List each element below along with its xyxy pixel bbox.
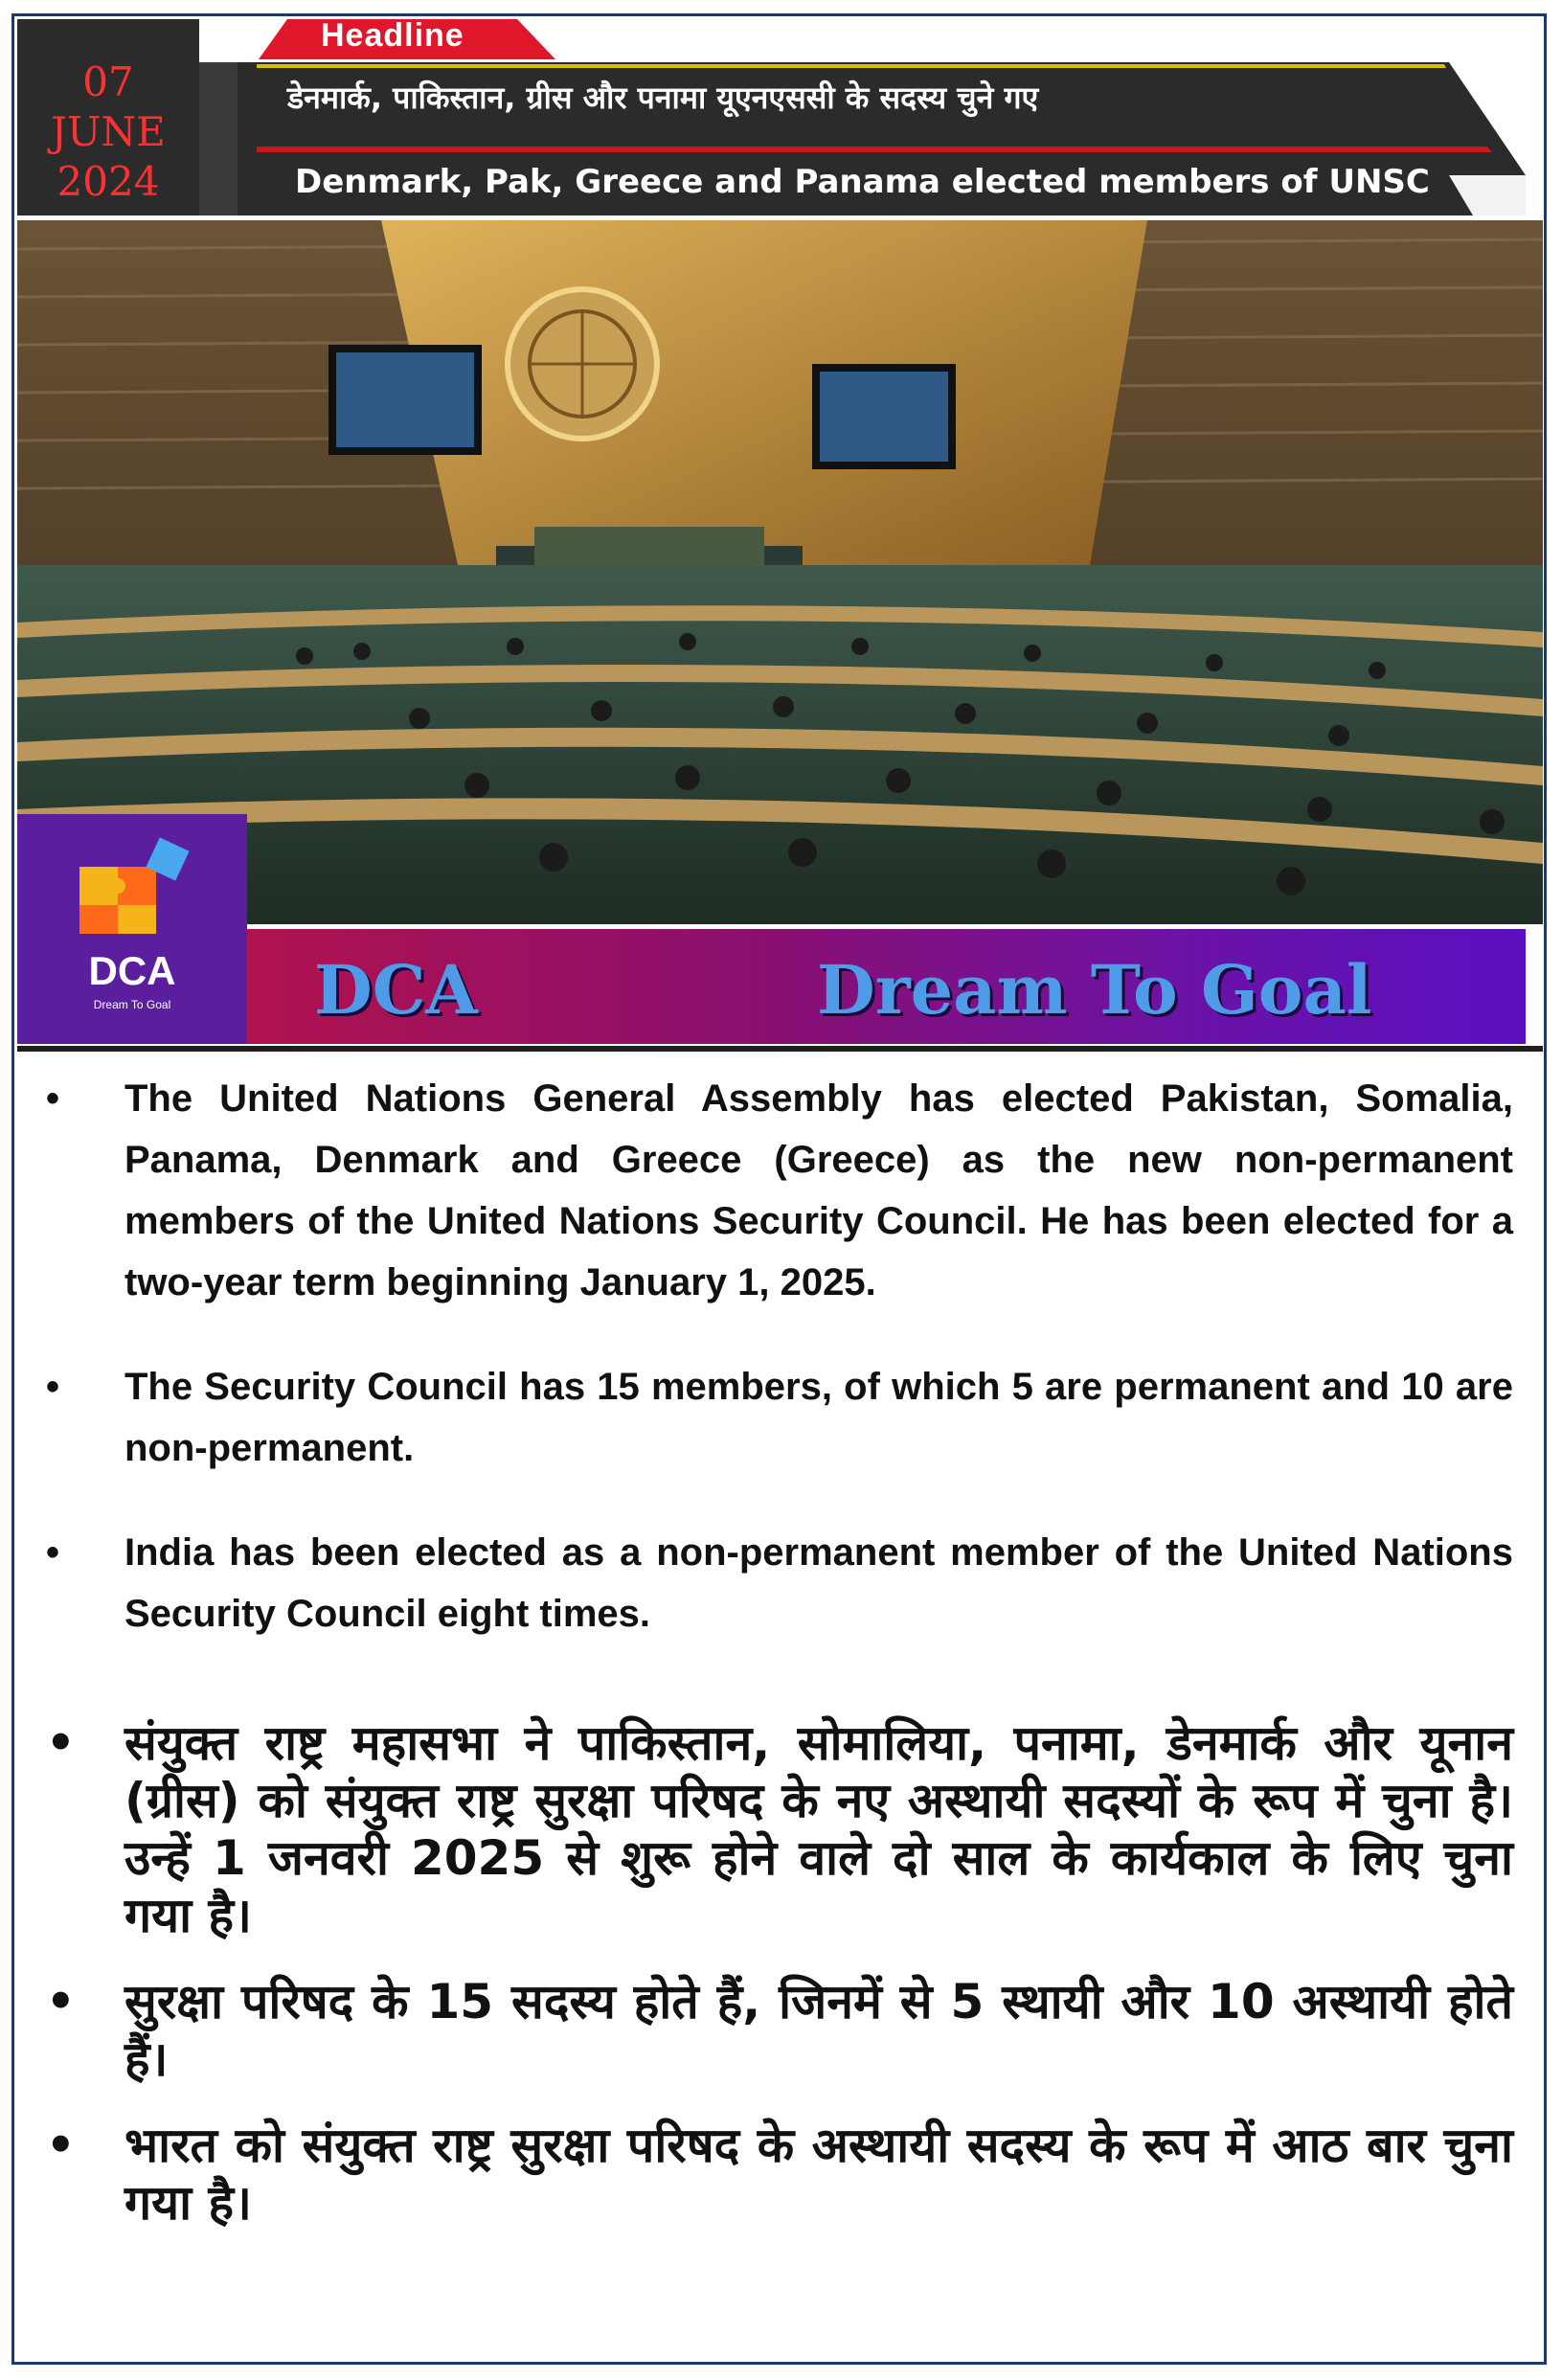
date-month: JUNE	[51, 108, 166, 155]
list-item: • India has been elected as a non-permanent member of the United Nations Security Council eight times.	[38, 1522, 1513, 1644]
english-points	[38, 1068, 1513, 1688]
brand-name: DCA	[314, 950, 478, 1030]
date-stamp	[17, 57, 199, 207]
list-item: • The Security Council has 15 members, of which 5 are permanent and 10 are non-permanent.	[38, 1356, 1513, 1479]
date-year: 2024	[57, 158, 160, 205]
logo-text: DCA	[88, 948, 176, 993]
list-item: • भारत को संयुक्त राष्ट्र सुरक्षा परिषद के अस्थायी सदस्य के रूप में आठ बार चुना गया है।	[38, 2117, 1513, 2232]
headline-tag: Headline	[321, 17, 464, 54]
list-item: • सुरक्षा परिषद के 15 सदस्य होते हैं, जिनमें से 5 स्थायी और 10 अस्थायी होते हैं।	[38, 1973, 1513, 2088]
headline-hindi: डेनमार्क, पाकिस्तान, ग्रीस और पनामा यूएनएससी के सदस्य चुने गए	[287, 79, 1039, 116]
date-day: 07	[82, 58, 134, 105]
list-item: • The United Nations General Assembly has elected Pakistan, Somalia, Panama, Denmark and Greece (Greece) as the new non-permanent members of the United Nations Security Council. He has been elected for a two-year term beginning January 1, 2025.	[38, 1068, 1513, 1313]
logo-tagline: Dream To Goal	[93, 998, 171, 1011]
divider	[17, 1046, 1543, 1052]
headline-english: Denmark, Pak, Greece and Panama elected members of UNSC	[295, 163, 1430, 201]
list-item: • संयुक्त राष्ट्र महासभा ने पाकिस्तान, सोमालिया, पनामा, डेनमार्क और यूनान (ग्रीस) को संयुक्त राष्ट्र सुरक्षा परिषद के नए अस्थायी सदस्यों के रूप में चुना है। उन्हें 1 जनवरी 2025 से शुरू होने वाले दो साल के कार्यकाल के लिए चुना गया है।	[38, 1714, 1513, 1944]
brand-slogan: Dream To Goal	[817, 950, 1372, 1030]
puzzle-icon	[17, 814, 247, 948]
dca-logo-panel	[17, 814, 247, 1044]
brand-bar	[247, 929, 1526, 1044]
hindi-points	[38, 1714, 1513, 2260]
